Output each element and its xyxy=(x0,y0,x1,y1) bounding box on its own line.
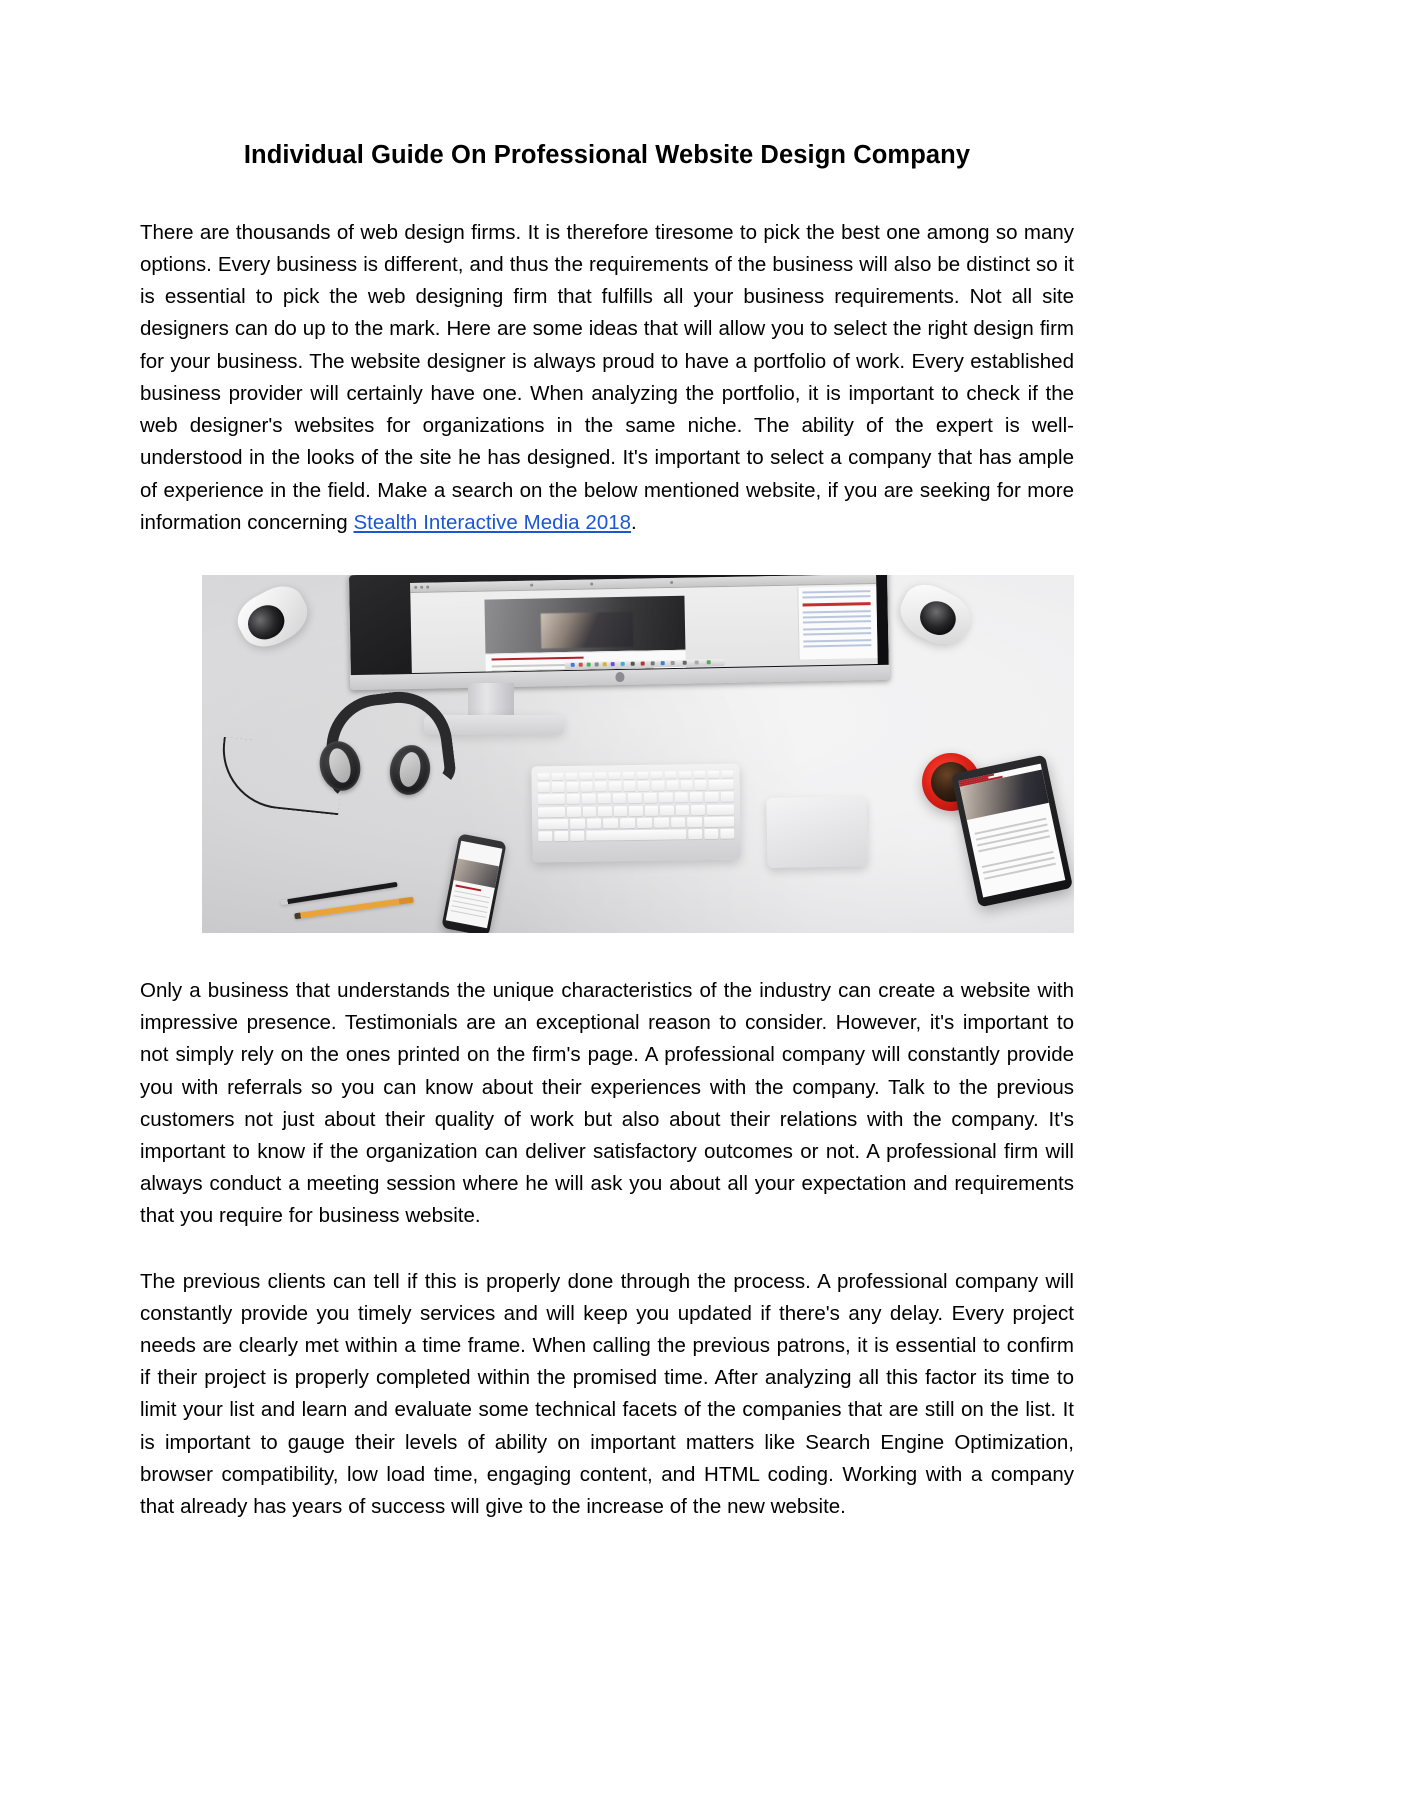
website-hero-banner xyxy=(484,596,685,654)
keyboard-bottom-letter-row xyxy=(538,817,734,830)
paragraph-2: Only a business that understands the unique characteristics of the industry can create a website with impressive presence. Testimonials are an exceptional reason to consider. However, it's important to not simply rely on the ones printed on the firm's page. A professional company will constantly provide you with referrals so you can know about their experiences with the company. Talk to the previous customers not just about their quality of work but also about their relations with the company. It's important to know if the organization can deliver satisfactory outcomes or not. A professional firm will always conduct a meeting session where he will ask you about all your expectation and requirements that you require for business website. xyxy=(140,978,1074,1228)
document-content xyxy=(140,0,1074,1523)
imac-screen xyxy=(410,575,878,673)
hero-people-photo xyxy=(541,612,634,648)
apple-keyboard xyxy=(531,763,740,862)
desk-setup-figure xyxy=(202,575,1074,933)
keyboard-function-row xyxy=(537,771,733,780)
keyboard-space-row xyxy=(538,829,734,842)
apple-logo-icon xyxy=(615,672,624,682)
keyboard-number-row xyxy=(538,779,734,792)
imac-monitor xyxy=(348,575,890,690)
smartphone-hero-image xyxy=(454,858,499,888)
page-title: Individual Guide On Professional Website Design Company xyxy=(243,141,971,169)
tablet-screen xyxy=(958,763,1065,897)
trackpad xyxy=(766,796,867,868)
keyboard-top-letter-row xyxy=(538,792,734,805)
paragraph-1-text-after-link: . xyxy=(631,510,637,534)
keyboard-home-row xyxy=(538,804,734,817)
stealth-interactive-media-link[interactable]: Stealth Interactive Media 2018 xyxy=(353,510,632,534)
paragraph-3: The previous clients can tell if this is properly done through the process. A professional company will constantly provide you timely services and will keep you updated if there's any delay. Every project needs are clearly met within a time frame. When calling the previous patrons, it is essential to confirm if their project is properly completed within the promised time. After analyzing all this factor its time to limit your list and learn and evaluate some technical facets of the companies that are still on the list. It is important to gauge their levels of ability on important matters like Search Engine Optimization, browser compatibility, low load time, engaging content, and HTML coding. Working with a company that already has years of success will give to the increase of the new website. xyxy=(140,1269,1074,1518)
paragraph-1 xyxy=(140,217,1074,539)
imac-stand-neck xyxy=(468,683,514,717)
website-sidebar xyxy=(797,586,877,660)
paragraph-1-text-before-link: There are thousands of web design firms. It is therefore tiresome to pick the best one among so many options. Every business is different, and thus the requirements of the business will also be distinct so it is essential to pick the web designing firm that fulfills all your business requirements. Not all site designers can do up to the mark. Here are some ideas that will allow you to select the right design firm for your business. The website designer is always proud to have a portfolio of work. Every established business provider will certainly have one. When analyzing the portfolio, it is important to check if the web designer's websites for organizations in the same niche. The ability of the expert is well-understood in the looks of the site he has designed. It's important to select a company that has ample of experience in the field. Make a search on the below mentioned website, if you are seeking for more information concerning xyxy=(140,220,1074,534)
